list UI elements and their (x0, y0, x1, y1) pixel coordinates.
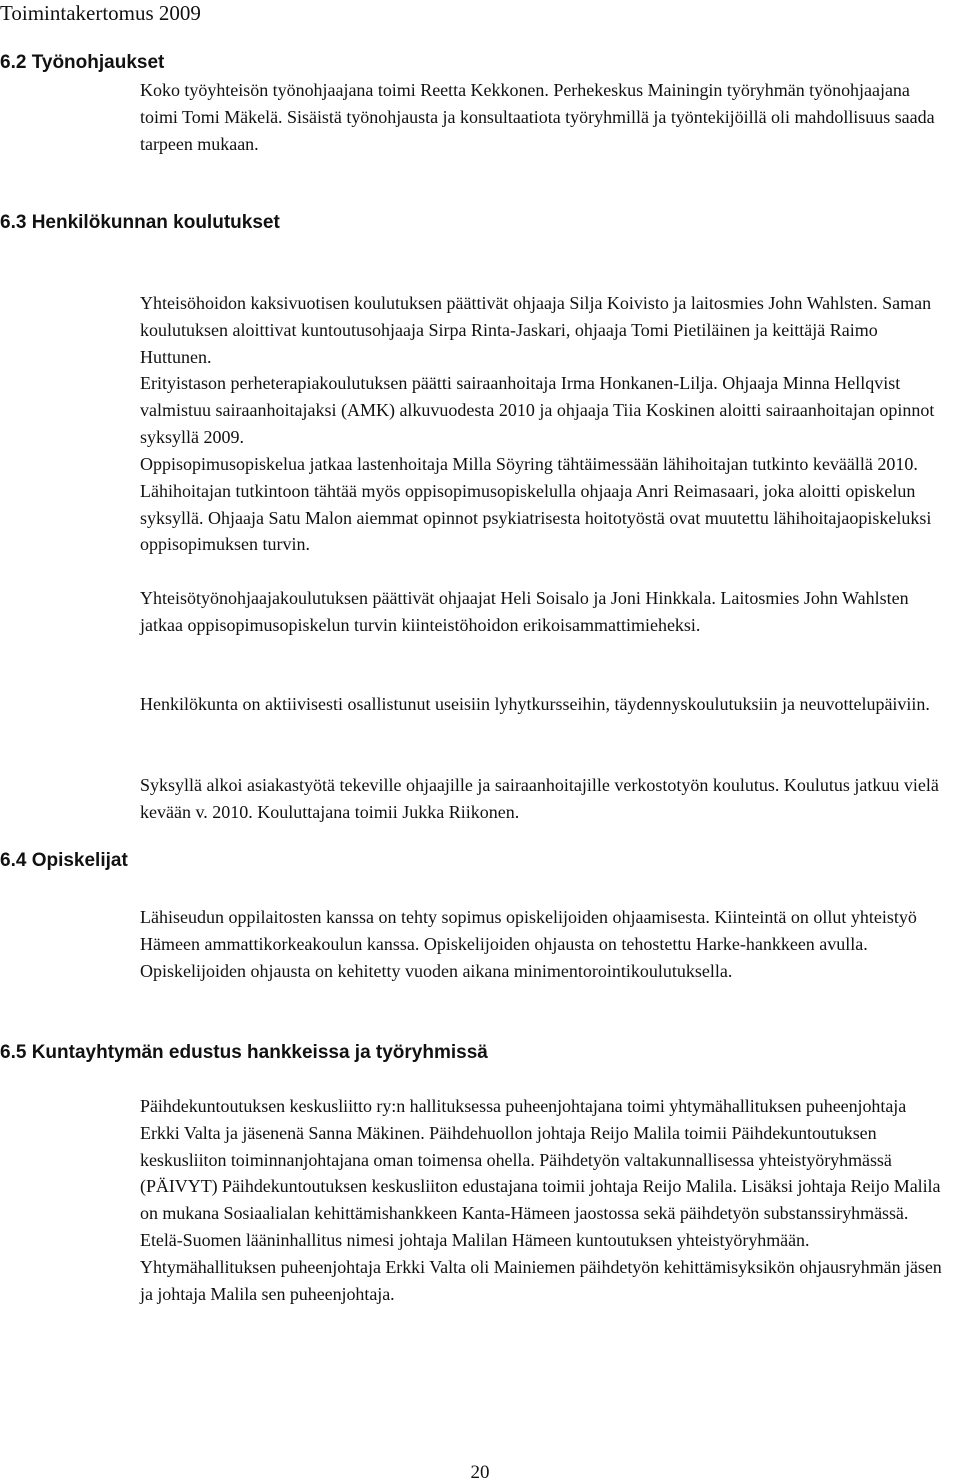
section-heading-6-5: 6.5 Kuntayhtymän edustus hankkeissa ja työryhmissä (0, 1042, 488, 1063)
paragraph-opiskelijat: Lähiseudun oppilaitosten kanssa on tehty sopimus opiskelijoiden ohjaamisesta. Kiinteintä on ollut yhteistyö Hämeen ammattikorkeakoulun kanssa. Opiskelijoiden ohjausta on tehostettu Harke-hankkeen avulla. Opiskelijoiden ohjausta on kehitetty vuoden aikana minimentorointikoulutuksella. (140, 907, 917, 981)
paragraph-kuntayhtyman-edustus: Päihdekuntoutuksen keskusliitto ry:n hallituksessa puheenjohtajana toimi yhtymähallituksen puheenjohtaja Erkki Valta ja jäsenenä Sanna Mäkinen. Päihdehuollon johtaja Reijo Malila toimii Päihdekuntoutuksen keskusliiton toiminnanjohtajana oman toimensa ohella. Päihdetyön valtakunnallisessa yhteistyöryhmässä (PÄIVYT) Päihdekuntoutuksen keskusliiton edustajana toimii johtaja Reijo Malila. Lisäksi johtaja Reijo Malila on mukana Sosiaalialan kehittämishankkeen Kanta-Hämeen jaostossa sekä päihdetyön substanssiryhmässä. Etelä-Suomen lääninhallitus nimesi johtaja Malilan Hämeen kuntoutuksen yhteistyöryhmään. Yhtymähallituksen puheenjohtaja Erkki Valta oli Mainiemen päihdetyön kehittämisyksikön ohjausryhmän jäsen ja johtaja Malila sen puheenjohtaja. (140, 1096, 942, 1304)
section-heading-6-3: 6.3 Henkilökunnan koulutukset (0, 212, 280, 233)
section-heading-6-2: 6.2 Työnohjaukset (0, 52, 165, 73)
paragraph-lyhytkurssit: Henkilökunta on aktiivisesti osallistunut useisiin lyhytkursseihin, täydennyskoulutuksiin ja neuvottelupäiviin. (140, 694, 930, 714)
paragraph-tyonohjaajakoulutus: Yhteisötyönohjaajakoulutuksen päättivät ohjaajat Heli Soisalo ja Joni Hinkkala. Laitosmies John Wahlsten jatkaa oppisopimusopiskelun turvin kiinteistöhoidon erikoisammattimieheksi. (140, 588, 909, 635)
document-header-title: Toimintakertomus 2009 (0, 1, 201, 25)
page-number: 20 (470, 1462, 490, 1483)
paragraph-tyonohjaukset: Koko työyhteisön työnohjaajana toimi Reetta Kekkonen. Perhekeskus Mainingin työryhmän työnohjaajana toimi Tomi Mäkelä. Sisäistä työnohjausta ja konsultaatiota työryhmillä ja työntekijöillä oli mahdollisuus saada tarpeen mukaan. (140, 80, 935, 154)
paragraph-verkostotyo-koulutus: Syksyllä alkoi asiakastyötä tekeville ohjaajille ja sairaanhoitajille verkostotyön koulutus. Koulutus jatkuu vielä kevään v. 2010. Kouluttajana toimii Jukka Riikonen. (140, 775, 939, 822)
paragraph-yhteisohoito-koulutus: Yhteisöhoidon kaksivuotisen koulutuksen päättivät ohjaaja Silja Koivisto ja laitosmies John Wahlsten. Saman koulutuksen aloittivat kuntoutusohjaaja Sirpa Rinta-Jaskari, ohjaaja Tomi Pietiläinen ja keittäjä Raimo Huttunen. (140, 293, 932, 367)
section-heading-6-4: 6.4 Opiskelijat (0, 850, 128, 871)
paragraph-perheterapia-koulutus: Erityistason perheterapiakoulutuksen päätti sairaanhoitaja Irma Honkanen-Lilja. Ohjaaja Minna Hellqvist valmistuu sairaanhoitajaksi (AMK) alkuvuodesta 2010 ja ohjaaja Tiia Koskinen aloitti sairaanhoitajan opinnot syksyllä 2009. (140, 373, 935, 447)
paragraph-oppisopimus: Oppisopimusopiskelua jatkaa lastenhoitaja Milla Söyring tähtäimessään lähihoitajan tutkinto keväällä 2010. Lähihoitajan tutkintoon tähtää myös oppisopimusopiskelulla ohjaaja Anri Reimasaari, joka aloitti opiskelun syksyllä. Ohjaaja Satu Malon aiemmat opinnot psykiatrisesta hoitotyöstä ovat muutettu lähihoitajaopiskeluksi oppisopimuksen turvin. (140, 454, 932, 555)
